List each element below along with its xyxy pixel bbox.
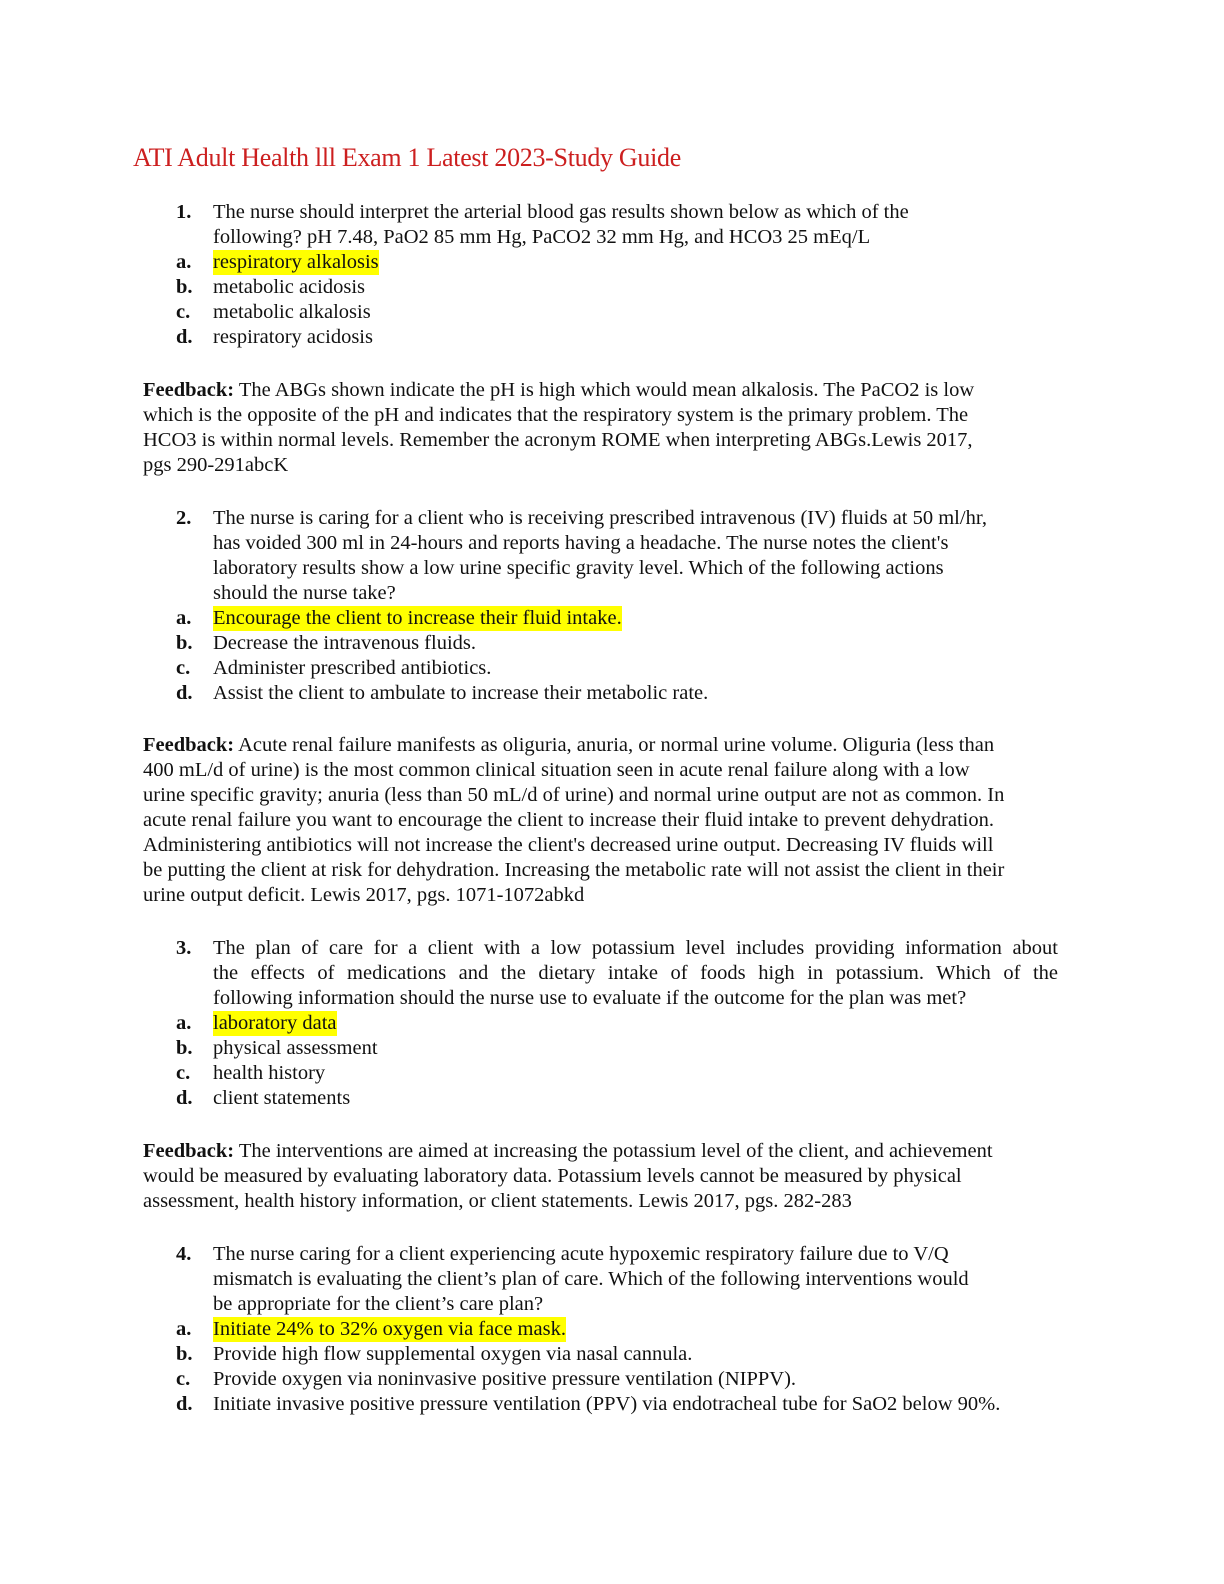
question-2: 2. The nurse is caring for a client who is receiving prescribed intravenous (IV) fluids at 50 ml/hr, has voided 300 ml in 24-hours and reports having a headache. The nurse notes the client's laboratory results show a low urine specific gravity level. Which of the following actions should the nurse take? a. Encourage the client to increase their fluid intake. b. Decrease the intravenous fluids. c. Administer prescribed antibiotics. d. Assist the client to ambulate to increase their metabolic rate. bbox=[0, 506, 1224, 706]
page-title: ATI Adult Health lll Exam 1 Latest 2023-Study Guide bbox=[133, 143, 681, 172]
feedback-3: Feedback: The interventions are aimed at increasing the potassium level of the client, and achievement would be measured by evaluating laboratory data. Potassium levels cannot be measured by physical assessment, health history information, or client statements. Lewis 2017, pgs. 282-283 bbox=[143, 1140, 993, 1212]
option-a: a. Initiate 24% to 32% oxygen via face mask. bbox=[176, 1318, 566, 1340]
option-b: b. metabolic acidosis bbox=[176, 276, 365, 298]
correct-answer-highlight: Encourage the client to increase their fluid intake. bbox=[213, 607, 622, 629]
option-c: c. Administer prescribed antibiotics. bbox=[176, 657, 492, 679]
question-4: 4. The nurse caring for a client experiencing acute hypoxemic respiratory failure due to V/Q mismatch is evaluating the client’s plan of care. Which of the following interventions would be appropriate for the client’s care plan? a. Initiate 24% to 32% oxygen via face mask. b. Provide high flow supplemental oxygen via nasal cannula. c. Provide oxygen via noninvasive positive pressure ventilation (NIPPV). d. Initiate invasive positive pressure ventilation (PPV) via endotracheal tube for SaO2 below 90%. bbox=[0, 1242, 1224, 1417]
option-c: c. Provide oxygen via noninvasive positive pressure ventilation (NIPPV). bbox=[176, 1368, 797, 1390]
option-b: b. Provide high flow supplemental oxygen via nasal cannula. bbox=[176, 1343, 693, 1365]
correct-answer-highlight: Initiate 24% to 32% oxygen via face mask. bbox=[213, 1318, 566, 1340]
option-d: d. respiratory acidosis bbox=[176, 326, 373, 348]
question-stem-line: following? pH 7.48, PaO2 85 mm Hg, PaCO2 32 mm Hg, and HCO3 25 mEq/L bbox=[213, 226, 871, 248]
option-b: b. physical assessment bbox=[176, 1037, 378, 1059]
option-c: c. metabolic alkalosis bbox=[176, 301, 371, 323]
option-c: c. health history bbox=[176, 1062, 326, 1084]
option-d: d. Initiate invasive positive pressure ventilation (PPV) via endotracheal tube for SaO2 below 90%. bbox=[176, 1393, 1001, 1415]
question-number: 2. bbox=[176, 507, 192, 529]
option-b: b. Decrease the intravenous fluids. bbox=[176, 632, 476, 654]
question-number: 4. bbox=[176, 1243, 192, 1265]
question-number: 1. bbox=[176, 201, 192, 223]
correct-answer-highlight: laboratory data bbox=[213, 1012, 337, 1034]
question-1 bbox=[0, 200, 1224, 350]
question-number: 3. bbox=[176, 937, 192, 959]
question-stem-line: The nurse should interpret the arterial blood gas results shown below as which of the bbox=[213, 201, 909, 223]
option-a: a. Encourage the client to increase their fluid intake. bbox=[176, 607, 622, 629]
option-d: d. client statements bbox=[176, 1087, 351, 1109]
option-a: a. laboratory data bbox=[176, 1012, 337, 1034]
correct-answer-highlight: respiratory alkalosis bbox=[213, 251, 379, 273]
question-3: 3. The plan of care for a client with a low potassium level includes providing information about the effects of medications and the dietary intake of foods high in potassium. Which of the following information should the nurse use to evaluate if the outcome for the plan was met? a. laboratory data b. physical assessment c. health history d. client statements bbox=[0, 936, 1224, 1111]
feedback-label: Feedback: bbox=[143, 379, 235, 401]
feedback-2: Feedback: Acute renal failure manifests as oliguria, anuria, or normal urine volume. Oliguria (less than 400 mL/d of urine) is the most common clinical situation seen in acute renal failure along with a low urine specific gravity; anuria (less than 50 mL/d of urine) and normal urine output are not as common. In acute renal failure you want to encourage the client to increase their fluid intake to prevent dehydration. Administering antibiotics will not increase the client's decreased urine output. Decreasing IV fluids will be putting the client at risk for dehydration. Increasing the metabolic rate will not assist the client in their urine output deficit. Lewis 2017, pgs. 1071-1072abkd bbox=[143, 734, 1005, 906]
option-a: a. respiratory alkalosis bbox=[176, 251, 379, 273]
feedback-1: Feedback: The ABGs shown indicate the pH is high which would mean alkalosis. The PaCO2 is low which is the opposite of the pH and indicates that the respiratory system is the primary problem. The HCO3 is within normal levels. Remember the acronym ROME when interpreting ABGs.Lewis 2017, pgs 290-291abcK bbox=[143, 379, 975, 476]
option-d: d. Assist the client to ambulate to increase their metabolic rate. bbox=[176, 682, 709, 704]
